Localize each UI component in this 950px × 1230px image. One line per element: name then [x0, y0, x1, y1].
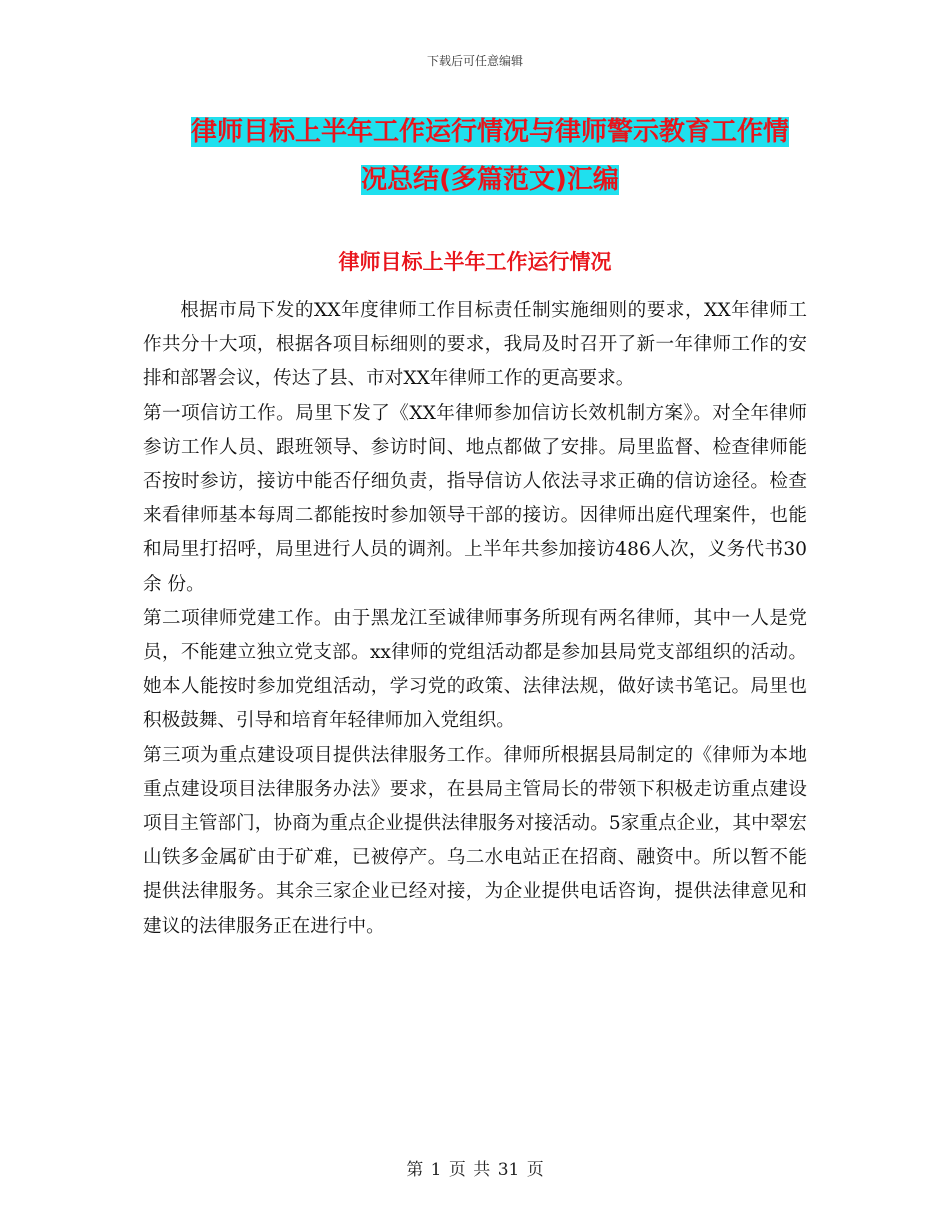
paragraph-item-2: 第二项律师党建工作。由于黑龙江至诚律师事务所现有两名律师，其中一人是党员，不能建立独立党支部。xx律师的党组活动都是参加县局党支部组织的活动。她本人能按时参加党组活动，学习党的政策、法律法规，做好读书笔记。局里也积极鼓舞、引导和培育年轻律师加入党组织。 [143, 607, 807, 732]
document-title [150, 108, 830, 204]
paragraph-item-1: 第一项信访工作。局里下发了《XX年律师参加信访长效机制方案》。对全年律师参访工作人员、跟班领导、参访时间、地点都做了安排。局里监督、检查律师能否按时参访，接访中能否仔细负责，指导信访人依法寻求正确的信访途径。检查来看律师基本每周二都能按时参加领导干部的接访。因律师出庭代理案件，也能和局里打招呼，局里进行人员的调剂。上半年共参加接访486人次，义务代书30余 份。 [143, 402, 807, 595]
document-body [143, 294, 807, 944]
document-title-line-1: 律师目标上半年工作运行情况与律师警示教育工作情 [190, 117, 789, 147]
document-title-line-2: 况总结(多篇范文)汇编 [361, 165, 619, 195]
paragraph-item-3: 第三项为重点建设项目提供法律服务工作。律师所根据县局制定的《律师为本地重点建设项目法律服务办法》要求，在县局主管局长的带领下积极走访重点建设项目主管部门，协商为重点企业提供法律服务对接活动。5家重点企业，其中翠宏山铁多金属矿由于矿难，已被停产。乌二水电站正在招商、融资中。所以暂不能提供法律服务。其余三家企业已经对接，为企业提供电话咨询，提供法律意见和建议的法律服务正在进行中。 [143, 744, 807, 937]
paragraph-intro: 根据市局下发的XX年度律师工作目标责任制实施细则的要求，XX年律师工作共分十大项，根据各项目标细则的要求，我局及时召开了新一年律师工作的安排和部署会议，传达了县、市对XX年律师工作的更高要求。 [143, 300, 807, 390]
header-note: 下载后可任意编辑 [426, 54, 523, 68]
page-footer: 第 1 页 共 31 页 [406, 1160, 544, 1180]
section-title: 律师目标上半年工作运行情况 [338, 250, 612, 274]
